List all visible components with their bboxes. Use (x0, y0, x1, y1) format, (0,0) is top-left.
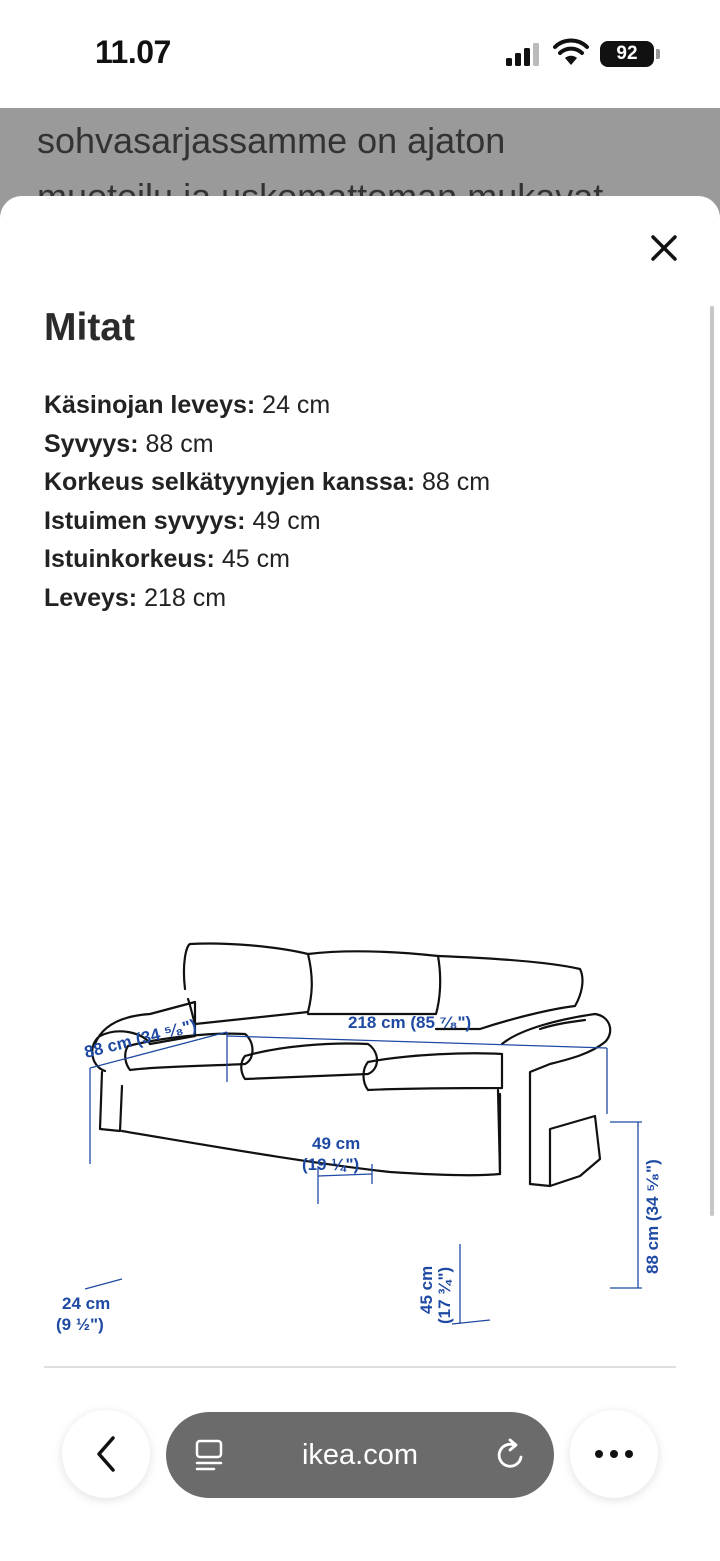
chevron-left-icon (91, 1434, 121, 1474)
dimensions-sheet (0, 196, 720, 1561)
dimension-value: 24 cm (262, 391, 331, 419)
seat-depth-in-label: (19 ¼") (302, 1155, 360, 1174)
dimension-label: Korkeus selkätyynyjen kanssa: (44, 468, 416, 496)
seat-depth-cm-label: 49 cm (312, 1134, 361, 1153)
dimension-value: 88 cm (145, 429, 214, 458)
dimension-label: Käsinojan leveys: (44, 391, 256, 419)
arm-width-line (85, 1279, 122, 1289)
url-text: ikea.com (301, 1438, 419, 1471)
status-bar (0, 0, 720, 108)
cellular-signal-icon (506, 42, 542, 66)
dimension-value: 45 cm (221, 545, 290, 573)
close-button[interactable] (646, 230, 682, 266)
sofa-dimension-diagram (50, 804, 680, 1334)
depth-dimension-label: 88 cm (34 ⁵⁄₈") (82, 1015, 199, 1062)
arm-width-in-label: (9 ½") (56, 1315, 104, 1334)
dimension-label: Istuimen syvyys: (44, 506, 246, 535)
height-dimension-label: 88 cm (34 ⁵⁄₈") (643, 1159, 662, 1274)
seat-height-in-label: (17 ¾") (435, 1266, 454, 1324)
seat-height-cm-label: 45 cm (417, 1265, 436, 1314)
dimension-label: Syvyys: (44, 429, 139, 458)
divider (44, 1366, 676, 1368)
back-button[interactable] (62, 1410, 150, 1498)
dimension-value: 49 cm (252, 506, 321, 535)
arm-width-cm-label: 24 cm (62, 1294, 111, 1313)
dimension-value: 88 cm (422, 468, 491, 496)
status-icons (506, 38, 660, 70)
dimension-row (44, 540, 490, 579)
dimension-value: 218 cm (144, 583, 227, 612)
more-dots-icon (594, 1449, 634, 1459)
dimension-label: Leveys: (44, 583, 138, 612)
close-icon (646, 230, 682, 266)
width-dimension-label: 218 cm (85 ⁷⁄₈") (348, 1013, 472, 1032)
scrollbar[interactable] (710, 306, 714, 1216)
dimensions-list (44, 386, 490, 617)
reload-icon[interactable] (494, 1437, 528, 1473)
dimension-row (44, 386, 490, 425)
address-bar[interactable] (166, 1412, 554, 1498)
dimension-row (44, 502, 490, 541)
background-text-line: sohvasarjassamme on ajaton (37, 120, 506, 161)
battery-tip (656, 49, 660, 59)
sheet-title: Mitat (44, 306, 135, 349)
dimension-row (44, 579, 490, 618)
battery-indicator: 92 (600, 41, 654, 67)
clock: 11.07 (95, 34, 171, 70)
width-line (227, 1036, 607, 1048)
seat-depth-line (318, 1174, 372, 1176)
dimension-label: Istuinkorkeus: (44, 545, 215, 573)
more-button[interactable] (570, 1410, 658, 1498)
dimension-row (44, 463, 490, 502)
dimension-row (44, 425, 490, 464)
wifi-icon (554, 42, 588, 66)
